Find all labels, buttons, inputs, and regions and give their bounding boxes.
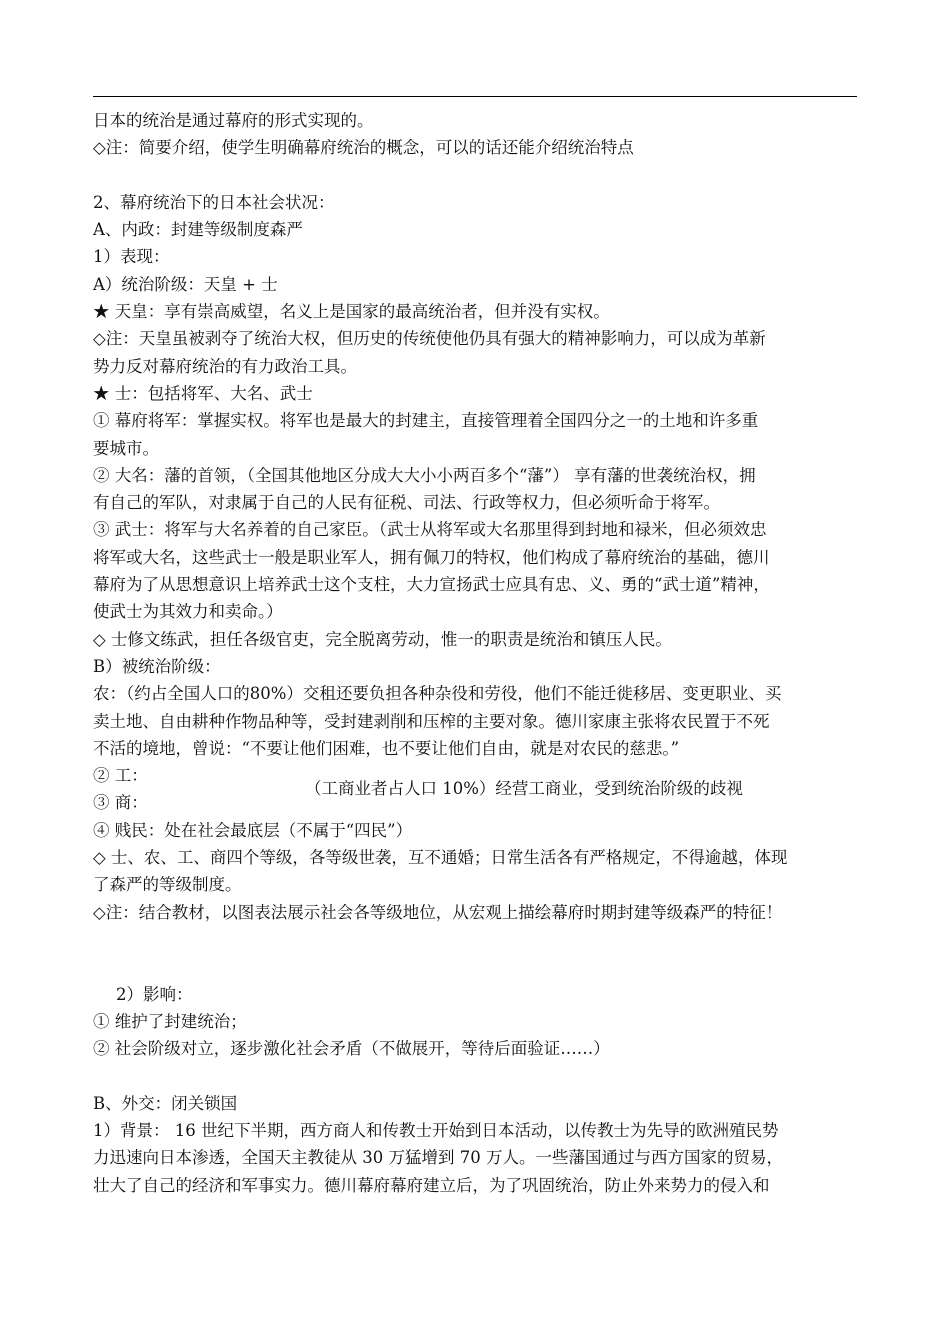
text-line: 使武士为其效力和卖命。） [93, 602, 283, 622]
note-line: ◇注：天皇虽被剥夺了统治大权，但历史的传统使他仍具有强大的精神影响力，可以成为革新 [93, 329, 766, 349]
text-line: ◇ 士、农、工、商四个等级，各等级世袭，互不通婚；日常生活各有严格规定，不得逾越，体现 [93, 848, 788, 868]
note-line: ◇注：结合教材，以图表法展示社会各等级地位，从宏观上描绘幕府时期封建等级森严的特征！ [93, 902, 783, 922]
text-line: 幕府为了从思想意识上培养武士这个支柱，大力宣扬武士应具有忠、义、勇的“武士道”精神， [93, 575, 770, 595]
text-line: ★ 天皇：享有崇高威望，名义上是国家的最高统治者，但并没有实权。 [93, 302, 610, 322]
text-line: 力迅速向日本渗透，全国天主教徒从 30 万猛增到 70 万人。一些藩国通过与西方国家的贸易， [93, 1148, 783, 1168]
text-line: 不活的境地，曾说：“不要让他们困难，也不要让他们自由，就是对农民的慈悲。” [93, 738, 680, 758]
text-line: 要城市。 [93, 438, 159, 458]
text-line: ③ 武士：将军与大名养着的自己家臣。（武士从将军或大名那里得到封地和禄米，但必须效忠 [93, 520, 767, 540]
gong-shang-description: （工商业者占人口 10%）经营工商业，受到统治阶级的歧视 [305, 779, 743, 799]
text-line: 日本的统治是通过幕府的形式实现的。 [93, 111, 374, 130]
subsection-heading: B、外交：闭关锁国 [93, 1093, 238, 1113]
note-line: ◇注：简要介绍，使学生明确幕府统治的概念，可以的话还能介绍统治特点 [93, 138, 634, 158]
section-heading: 2、幕府统治下的日本社会状况： [93, 192, 335, 212]
text-line: 壮大了自己的经济和军事实力。德川幕府幕府建立后，为了巩固统治，防止外来势力的侵入和 [93, 1175, 770, 1195]
text-line: 卖土地、自由耕种作物品种等，受封建剥削和压榨的主要对象。德川家康主张将农民置于不死 [93, 711, 770, 731]
text-line: 将军或大名，这些武士一般是职业军人，拥有佩刀的特权，他们构成了幕府统治的基础，德川 [93, 547, 770, 567]
text-line: 了森严的等级制度。 [93, 875, 242, 895]
text-line: 势力反对幕府统治的有力政治工具。 [93, 356, 357, 376]
subsection-heading: 2）影响： [116, 984, 193, 1004]
text-line: 1）表现： [93, 247, 170, 267]
spacer [93, 1062, 869, 1089]
spacer [93, 162, 869, 189]
text-line: ④ 贱民：处在社会最底层（不属于“四民”） [93, 820, 413, 840]
gong-label: ② 工： [93, 766, 148, 786]
text-line: 有自己的军队，对隶属于自己的人民有征税、司法、行政等权力，但必须听命于将军。 [93, 493, 720, 513]
text-line: A）统治阶级：天皇 + 士 [93, 274, 278, 294]
text-line: ② 大名：藩的首领，（全国其他地区分成大大小小两百多个“藩”） 享有藩的世袭统治权，拥 [93, 465, 756, 485]
text-line: ★ 士：包括将军、大名、武士 [93, 383, 313, 403]
text-line: ① 幕府将军：掌握实权。将军也是最大的封建主，直接管理着全国四分之一的土地和许多重 [93, 411, 759, 431]
spacer [93, 926, 869, 981]
subsection-heading: A、内政：封建等级制度森严 [93, 220, 303, 240]
text-line: 1）背景： 16 世纪下半期，西方商人和传教士开始到日本活动，以传教士为先导的欧洲殖民势 [93, 1120, 779, 1140]
text-line: 农：（约占全国人口的80%）交租还要负担各种杂役和劳役，他们不能迁徙移居、变更职业、买 [93, 684, 782, 704]
shang-label: ③ 商： [93, 793, 148, 813]
text-line: ① 维护了封建统治； [93, 1011, 247, 1031]
text-line: ◇ 士修文练武，担任各级官吏，完全脱离劳动，惟一的职责是统治和镇压人民。 [93, 629, 672, 649]
document-body [93, 107, 869, 1199]
header-rule [93, 96, 857, 97]
text-line: ② 社会阶级对立，逐步激化社会矛盾（不做展开，等待后面验证……） [93, 1039, 610, 1059]
gong-shang-block [93, 762, 869, 817]
text-line: B）被统治阶级： [93, 656, 221, 676]
